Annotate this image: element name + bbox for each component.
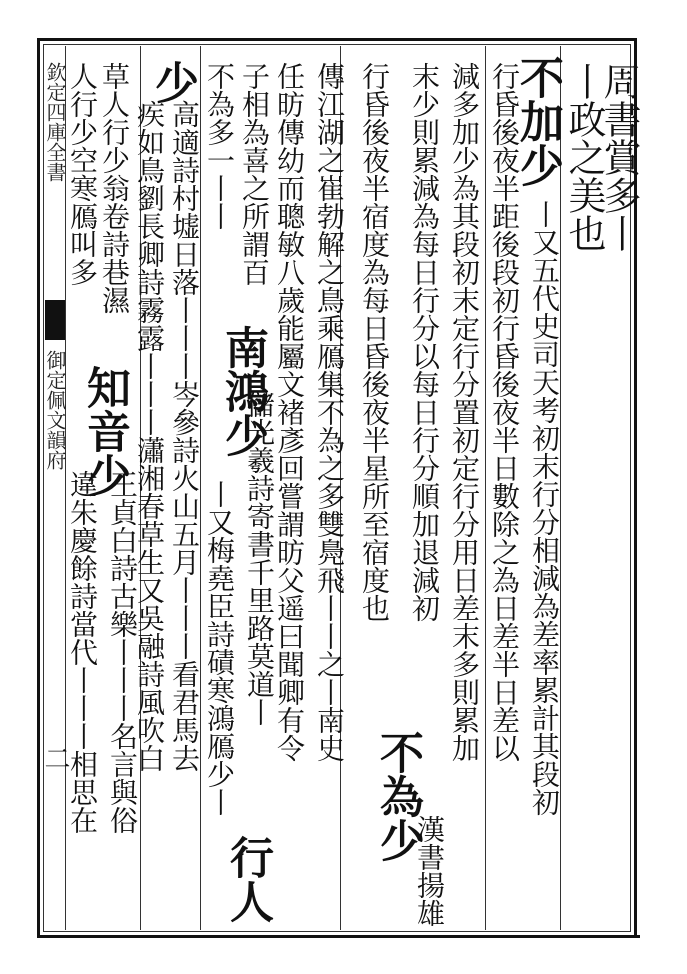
entry-heading: 不為少 — [372, 730, 423, 862]
entry-heading: 不加少 — [512, 55, 563, 187]
text-column: 丨政之美也 — [562, 62, 606, 252]
text-column: 人行少空寒鴈叫多 — [66, 62, 99, 286]
text-column: 丨又五代史司天考初末行分相減為差率累計其段初 — [528, 200, 561, 816]
text-column: 任昉傳幼而聰敏八歲能屬文褚彥回嘗謂昉父遥曰聞卿有令 — [273, 62, 306, 762]
text-column: 漢書揚雄 — [413, 815, 446, 927]
text-column: 王貞白詩古樂丨丨丨名言與俗 — [106, 470, 139, 834]
text-column: 減多加少為其段初末定行分置初定行分用日差末多則累加 — [448, 62, 481, 762]
text-column: 儲光羲詩寄書千里路莫道丨 — [243, 390, 276, 726]
entry-heading: 行人 — [222, 835, 273, 923]
bottom-rule — [40, 935, 640, 938]
text-column: 高適詩村墟日落丨丨丨岑參詩火山五月丨丨丨看君馬去 — [168, 100, 201, 772]
text-column: 丨又梅堯臣詩磧寒鴻鴈少丨 — [203, 480, 236, 816]
text-column: 傳江湖之崔勃解之鳥乘鴈集不為之多雙鳧飛丨丨之丨南史 — [313, 62, 346, 762]
spine-book-title: 欽定四庫全書 — [43, 62, 67, 182]
text-column: 子相為喜之所謂百 — [238, 62, 271, 286]
text-column: 不為多一丨丨 — [203, 62, 236, 230]
text-column: 草人行少翁卷詩巷濕 — [98, 62, 131, 314]
entry-heading: 南鴻少 — [217, 325, 268, 457]
column-divider — [485, 46, 486, 930]
text-column: 周書賞多丨 — [597, 62, 641, 252]
spine-fishtail-mark — [45, 300, 65, 340]
spine-volume-title: 御定佩文韻府 — [43, 350, 67, 470]
entry-heading: 知音少 — [79, 365, 130, 497]
text-column: 行昏後夜半宿度為每日昏後夜半星所至宿度也 — [358, 62, 391, 622]
text-column: 違朱慶餘詩當代丨丨丨相思在 — [66, 470, 99, 834]
text-column: 末少則累減為每日行分以每日行分順加退減初 — [408, 62, 441, 622]
text-column: 行昏後夜半距後段初行昏後夜半日數除之為日差半日差以 — [488, 62, 521, 762]
text-column: 疾如鳥劉長卿詩霧露丨丨丨瀟湘春草生又吳融詩風吹白 — [133, 100, 166, 772]
entry-heading: 少 — [147, 60, 198, 104]
page-number: 二 — [40, 745, 70, 771]
